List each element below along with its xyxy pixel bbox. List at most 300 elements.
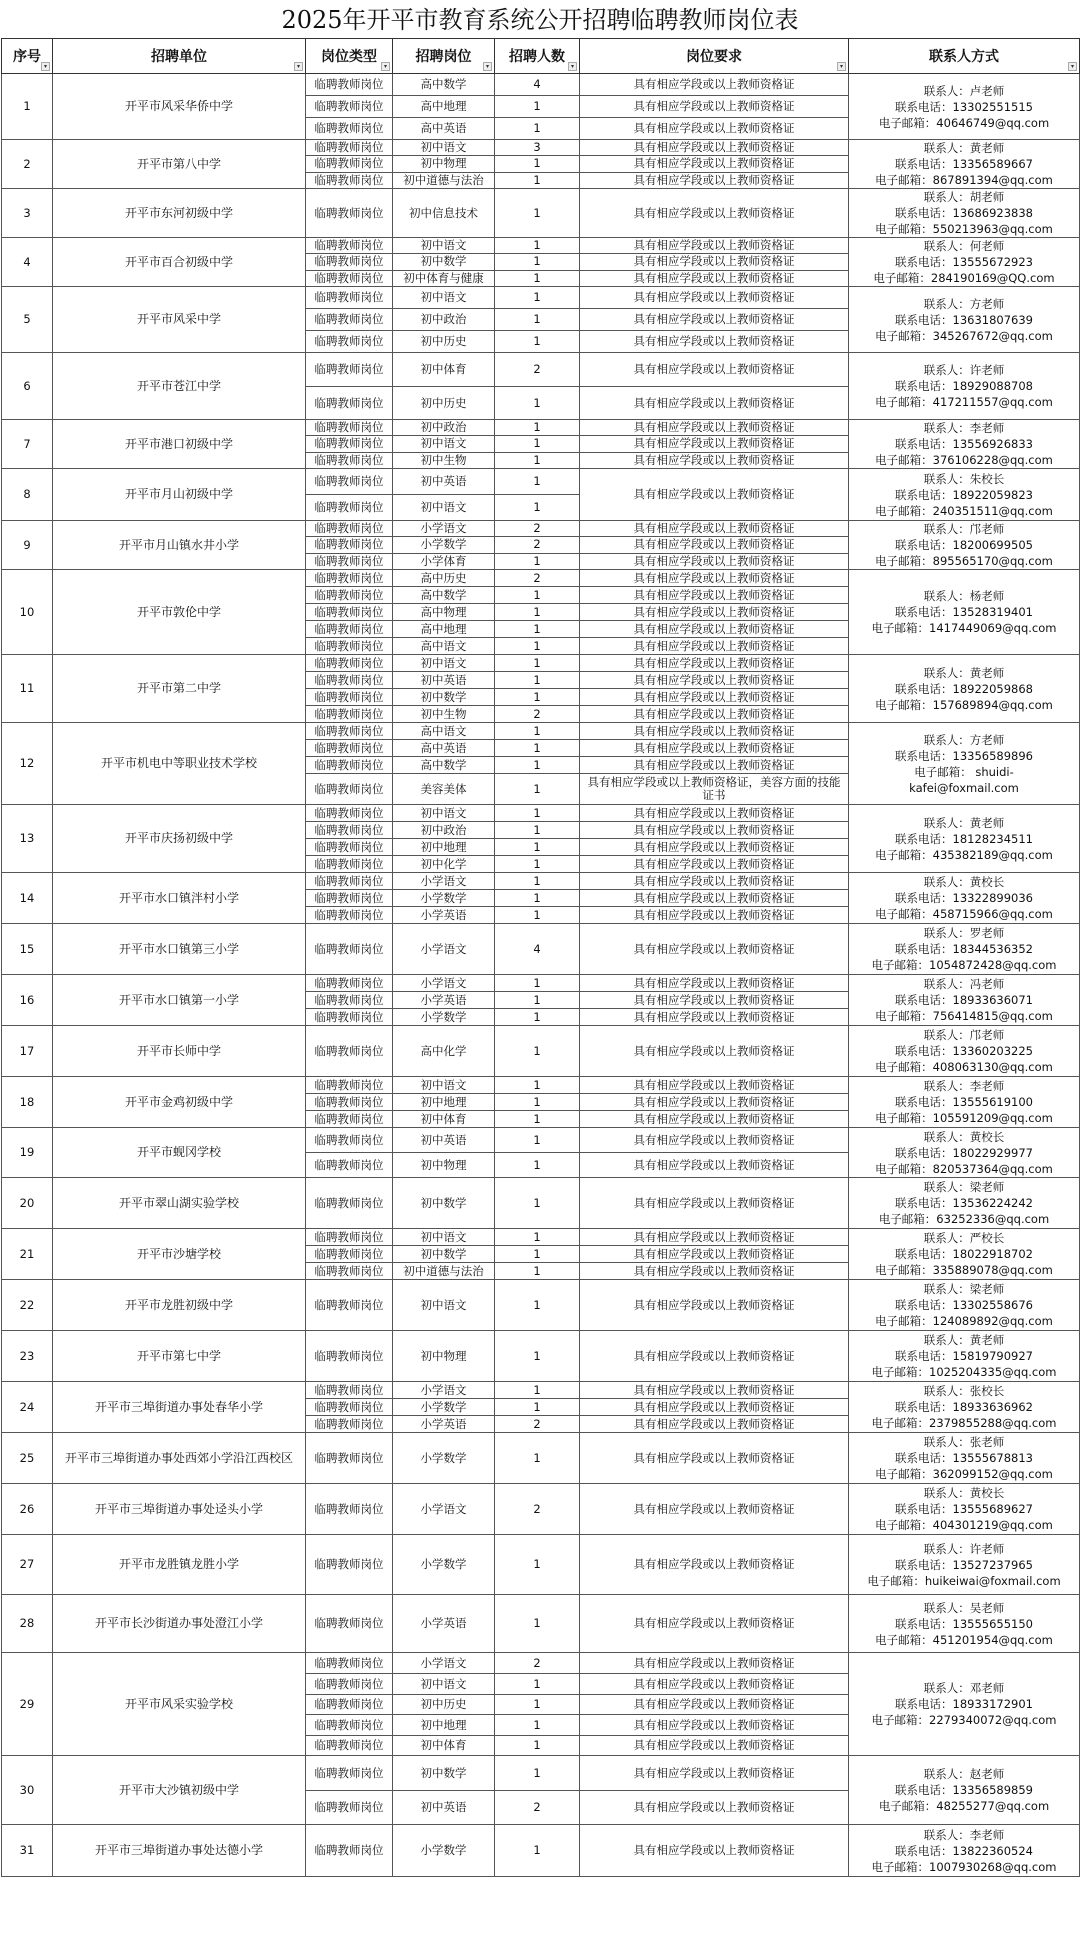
post-requirement: 具有相应学段或以上教师资格证 bbox=[580, 287, 849, 309]
post-name: 初中语文 bbox=[393, 1077, 495, 1094]
post-type: 临聘教师岗位 bbox=[306, 672, 393, 689]
post-requirement: 具有相应学段或以上教师资格证 bbox=[580, 331, 849, 353]
contact-line: 联系人：黄老师 bbox=[923, 665, 1005, 680]
contact-line: 联系人：杨老师 bbox=[923, 589, 1005, 603]
contact-info bbox=[849, 1331, 1080, 1382]
contact-info bbox=[849, 873, 1080, 924]
post-count: 1 bbox=[495, 1026, 580, 1077]
post-requirement: 具有相应学段或以上教师资格证 bbox=[580, 706, 849, 723]
row-number: 19 bbox=[2, 1128, 53, 1178]
contact-line: 电子邮箱：376106228@qq.com bbox=[875, 453, 1053, 467]
recruiting-unit: 开平市翠山湖实验学校 bbox=[53, 1178, 306, 1229]
contact-line: 电子邮箱：157689894@qq.com bbox=[875, 697, 1053, 712]
post-type: 临聘教师岗位 bbox=[306, 1077, 393, 1094]
contact-line: 联系电话：15819790927 bbox=[895, 1349, 1033, 1363]
recruiting-unit: 开平市大沙镇初级中学 bbox=[53, 1756, 306, 1825]
post-requirement: 具有相应学段或以上教师资格证 bbox=[580, 1674, 849, 1695]
recruiting-unit: 开平市龙胜初级中学 bbox=[53, 1280, 306, 1331]
contact-line: 联系电话：13555678813 bbox=[895, 1451, 1033, 1465]
contact-line: 电子邮箱：362099152@qq.com bbox=[875, 1467, 1053, 1481]
contact-line: 电子邮箱：40646749@qq.com bbox=[878, 115, 1050, 130]
post-requirement: 具有相应学段或以上教师资格证 bbox=[580, 689, 849, 706]
post-count: 1 bbox=[495, 331, 580, 353]
post-name: 小学英语 bbox=[393, 992, 495, 1009]
post-count: 1 bbox=[495, 553, 580, 569]
post-count: 1 bbox=[495, 1399, 580, 1416]
post-name: 初中信息技术 bbox=[393, 189, 495, 238]
post-name: 初中体育与健康 bbox=[393, 270, 495, 286]
post-name: 高中数学 bbox=[393, 74, 495, 96]
table-row bbox=[2, 975, 1080, 992]
contact-line: 联系电话：13555655150 bbox=[895, 1616, 1033, 1631]
contact-line: 电子邮箱：1054872428@qq.com bbox=[871, 958, 1057, 972]
contact-line: 电子邮箱：451201954@qq.com bbox=[875, 1632, 1053, 1647]
post-name: 初中物理 bbox=[393, 156, 495, 172]
post-count: 1 bbox=[495, 822, 580, 839]
post-requirement: 具有相应学段或以上教师资格证 bbox=[580, 839, 849, 856]
contact-line: 联系人：赵老师 bbox=[923, 1767, 1005, 1781]
post-requirement: 具有相应学段或以上教师资格证 bbox=[580, 1026, 849, 1077]
post-requirement: 具有相应学段或以上教师资格证 bbox=[580, 856, 849, 873]
post-requirement: 具有相应学段或以上教师资格证 bbox=[580, 436, 849, 452]
post-count: 1 bbox=[495, 1331, 580, 1382]
post-requirement: 具有相应学段或以上教师资格证 bbox=[580, 1111, 849, 1128]
post-requirement: 具有相应学段或以上教师资格证 bbox=[580, 907, 849, 924]
post-name: 美容美体 bbox=[393, 774, 495, 805]
post-name: 初中地理 bbox=[393, 1094, 495, 1111]
header-post-type[interactable]: 岗位类型 ▾ bbox=[306, 39, 393, 74]
post-count: 1 bbox=[495, 723, 580, 740]
contact-info bbox=[849, 805, 1080, 873]
recruiting-unit: 开平市月山镇水井小学 bbox=[53, 521, 306, 570]
header-contact[interactable]: 联系人方式 ▾ bbox=[849, 39, 1080, 74]
post-count: 1 bbox=[495, 1825, 580, 1877]
contact-line: 联系电话：18128234511 bbox=[895, 831, 1033, 846]
contact-line: 联系电话：18929088708 bbox=[895, 379, 1033, 393]
recruiting-unit: 开平市风采华侨中学 bbox=[53, 74, 306, 140]
post-requirement: 具有相应学段或以上教师资格证 bbox=[580, 1094, 849, 1111]
table-row bbox=[2, 1595, 1080, 1653]
post-count: 1 bbox=[495, 992, 580, 1009]
table-row bbox=[2, 873, 1080, 890]
header-no[interactable]: 序号 ▾ bbox=[2, 39, 53, 74]
recruiting-unit: 开平市风采实验学校 bbox=[53, 1653, 306, 1756]
post-name: 初中语文 bbox=[393, 238, 495, 254]
contact-line: 联系人：邓老师 bbox=[923, 1681, 1005, 1695]
recruiting-unit: 开平市港口初级中学 bbox=[53, 420, 306, 469]
contact-line: 联系人：胡老师 bbox=[923, 190, 1005, 204]
post-type: 临聘教师岗位 bbox=[306, 570, 393, 587]
recruiting-unit: 开平市第二中学 bbox=[53, 655, 306, 723]
post-type: 临聘教师岗位 bbox=[306, 1653, 393, 1674]
contact-line: 联系电话：18022929977 bbox=[895, 1145, 1033, 1160]
post-requirement: 具有相应学段或以上教师资格证 bbox=[580, 270, 849, 286]
contact-line: 联系电话：13686923838 bbox=[895, 206, 1033, 220]
contact-line: 电子邮箱：417211557@qq.com bbox=[875, 395, 1053, 409]
contact-line: 联系人：邝老师 bbox=[923, 522, 1005, 536]
filter-dropdown-icon[interactable]: ▾ bbox=[568, 62, 577, 71]
contact-info bbox=[849, 1484, 1080, 1535]
post-type: 临聘教师岗位 bbox=[306, 1756, 393, 1791]
row-number: 26 bbox=[2, 1484, 53, 1535]
post-count: 2 bbox=[495, 706, 580, 723]
post-requirement: 具有相应学段或以上教师资格证 bbox=[580, 1009, 849, 1026]
contact-line: 联系电话：13528319401 bbox=[895, 605, 1033, 619]
post-name: 小学英语 bbox=[393, 1416, 495, 1433]
header-row bbox=[2, 39, 1080, 74]
post-requirement: 具有相应学段或以上教师资格证 bbox=[580, 1736, 849, 1756]
contact-line: 电子邮箱：1025204335@qq.com bbox=[871, 1365, 1057, 1379]
contact-line: kafei@foxmail.com bbox=[909, 780, 1019, 795]
contact-info bbox=[849, 1026, 1080, 1077]
post-type: 临聘教师岗位 bbox=[306, 1715, 393, 1736]
row-number: 17 bbox=[2, 1026, 53, 1077]
post-name: 小学数学 bbox=[393, 1825, 495, 1877]
post-name: 小学数学 bbox=[393, 1433, 495, 1484]
post-count: 1 bbox=[495, 621, 580, 638]
post-type: 临聘教师岗位 bbox=[306, 387, 393, 420]
post-type: 临聘教师岗位 bbox=[306, 1280, 393, 1331]
recruiting-unit: 开平市敦伦中学 bbox=[53, 570, 306, 655]
post-type: 临聘教师岗位 bbox=[306, 924, 393, 975]
recruiting-unit: 开平市苍江中学 bbox=[53, 353, 306, 420]
post-requirement: 具有相应学段或以上教师资格证 bbox=[580, 420, 849, 436]
post-requirement: 具有相应学段或以上教师资格证 bbox=[580, 387, 849, 420]
post-name: 小学语文 bbox=[393, 521, 495, 537]
post-name: 小学数学 bbox=[393, 537, 495, 553]
post-count: 1 bbox=[495, 238, 580, 254]
row-number: 2 bbox=[2, 140, 53, 189]
post-count: 2 bbox=[495, 1653, 580, 1674]
post-requirement: 具有相应学段或以上教师资格证 bbox=[580, 740, 849, 757]
post-requirement: 具有相应学段或以上教师资格证 bbox=[580, 1484, 849, 1535]
contact-line: 联系人：吴老师 bbox=[923, 1600, 1005, 1615]
post-type: 临聘教师岗位 bbox=[306, 706, 393, 723]
post-name: 高中数学 bbox=[393, 587, 495, 604]
contact-line: 联系电话：18344536352 bbox=[895, 942, 1033, 956]
post-count: 1 bbox=[495, 1535, 580, 1595]
contact-line: 电子邮箱：huikeiwai@foxmail.com bbox=[867, 1573, 1061, 1588]
row-number: 28 bbox=[2, 1595, 53, 1653]
contact-line: 联系电话：13555672923 bbox=[895, 255, 1033, 269]
post-name: 初中物理 bbox=[393, 1153, 495, 1178]
contact-line: 电子邮箱：895565170@qq.com bbox=[875, 554, 1053, 568]
contact-line: 联系人：黄老师 bbox=[923, 1333, 1005, 1347]
post-requirement: 具有相应学段或以上教师资格证 bbox=[580, 1246, 849, 1263]
table-row bbox=[2, 805, 1080, 822]
table-row bbox=[2, 1653, 1080, 1674]
recruiting-unit: 开平市风采中学 bbox=[53, 287, 306, 353]
post-type: 临聘教师岗位 bbox=[306, 521, 393, 537]
post-count: 1 bbox=[495, 1736, 580, 1756]
post-count: 1 bbox=[495, 1111, 580, 1128]
contact-line: 电子邮箱：335889078@qq.com bbox=[875, 1263, 1053, 1277]
post-type: 临聘教师岗位 bbox=[306, 553, 393, 569]
post-requirement: 具有相应学段或以上教师资格证 bbox=[580, 309, 849, 331]
table-row bbox=[2, 1077, 1080, 1094]
row-number: 21 bbox=[2, 1229, 53, 1280]
recruiting-unit: 开平市水口镇第一小学 bbox=[53, 975, 306, 1026]
post-type: 临聘教师岗位 bbox=[306, 452, 393, 468]
post-requirement: 具有相应学段或以上教师资格证 bbox=[580, 805, 849, 822]
contact-line: 电子邮箱：345267672@qq.com bbox=[875, 328, 1053, 343]
table-body bbox=[2, 74, 1080, 1877]
post-count: 1 bbox=[495, 1009, 580, 1026]
contact-line: 联系人：李老师 bbox=[923, 421, 1005, 435]
recruiting-unit: 开平市沙塘学校 bbox=[53, 1229, 306, 1280]
post-count: 1 bbox=[495, 287, 580, 309]
post-count: 1 bbox=[495, 156, 580, 172]
contact-line: 联系电话：18922059868 bbox=[895, 681, 1033, 696]
contact-line: 电子邮箱：124089892@qq.com bbox=[875, 1314, 1053, 1328]
post-requirement: 具有相应学段或以上教师资格证 bbox=[580, 553, 849, 569]
post-name: 小学语文 bbox=[393, 1484, 495, 1535]
post-count: 1 bbox=[495, 436, 580, 452]
post-name: 初中语文 bbox=[393, 1280, 495, 1331]
post-type: 临聘教师岗位 bbox=[306, 992, 393, 1009]
post-name: 高中物理 bbox=[393, 604, 495, 621]
filter-dropdown-icon[interactable]: ▾ bbox=[41, 62, 50, 71]
filter-dropdown-icon[interactable]: ▾ bbox=[837, 62, 846, 71]
post-type: 临聘教师岗位 bbox=[306, 873, 393, 890]
post-requirement: 具有相应学段或以上教师资格证 bbox=[580, 1653, 849, 1674]
contact-info bbox=[849, 1756, 1080, 1825]
post-count: 1 bbox=[495, 420, 580, 436]
post-requirement: 具有相应学段或以上教师资格证 bbox=[580, 238, 849, 254]
post-name: 高中化学 bbox=[393, 1026, 495, 1077]
post-type: 临聘教师岗位 bbox=[306, 805, 393, 822]
post-count: 2 bbox=[495, 1791, 580, 1825]
post-count: 1 bbox=[495, 1756, 580, 1791]
contact-info bbox=[849, 1653, 1080, 1756]
post-requirement: 具有相应学段或以上教师资格证 bbox=[580, 975, 849, 992]
post-type: 临聘教师岗位 bbox=[306, 420, 393, 436]
row-number: 23 bbox=[2, 1331, 53, 1382]
post-count: 1 bbox=[495, 1077, 580, 1094]
post-count: 1 bbox=[495, 96, 580, 118]
table-row bbox=[2, 655, 1080, 672]
post-requirement: 具有相应学段或以上教师资格证 bbox=[580, 254, 849, 270]
post-type: 临聘教师岗位 bbox=[306, 309, 393, 331]
filter-dropdown-icon[interactable]: ▾ bbox=[1068, 62, 1077, 71]
recruiting-unit: 开平市东河初级中学 bbox=[53, 189, 306, 238]
post-name: 初中道德与法治 bbox=[393, 1263, 495, 1280]
post-count: 1 bbox=[495, 587, 580, 604]
table-row bbox=[2, 1229, 1080, 1246]
post-requirement: 具有相应学段或以上教师资格证 bbox=[580, 521, 849, 537]
contact-line: 电子邮箱： shuidi- bbox=[914, 764, 1014, 779]
contact-info bbox=[849, 1433, 1080, 1484]
post-count: 1 bbox=[495, 1128, 580, 1153]
recruiting-unit: 开平市长师中学 bbox=[53, 1026, 306, 1077]
post-requirement: 具有相应学段或以上教师资格证 bbox=[580, 1791, 849, 1825]
post-type: 临聘教师岗位 bbox=[306, 238, 393, 254]
recruiting-unit: 开平市水口镇泮村小学 bbox=[53, 873, 306, 924]
contact-line: 联系人：罗老师 bbox=[923, 926, 1005, 940]
filter-dropdown-icon[interactable]: ▾ bbox=[483, 62, 492, 71]
contact-line: 联系人：卢老师 bbox=[923, 83, 1005, 98]
contact-line: 电子邮箱：48255277@qq.com bbox=[878, 1799, 1050, 1813]
post-count: 1 bbox=[495, 1715, 580, 1736]
row-number: 3 bbox=[2, 189, 53, 238]
contact-info bbox=[849, 1382, 1080, 1433]
contact-line: 联系电话：18022918702 bbox=[895, 1247, 1033, 1261]
row-number: 4 bbox=[2, 238, 53, 287]
recruiting-unit: 开平市庆扬初级中学 bbox=[53, 805, 306, 873]
header-post[interactable]: 招聘岗位 ▾ bbox=[393, 39, 495, 74]
contact-info bbox=[849, 924, 1080, 975]
post-type: 临聘教师岗位 bbox=[306, 156, 393, 172]
table-row bbox=[2, 140, 1080, 156]
row-number: 13 bbox=[2, 805, 53, 873]
contact-info bbox=[849, 353, 1080, 420]
post-name: 高中历史 bbox=[393, 570, 495, 587]
post-requirement: 具有相应学段或以上教师资格证 bbox=[580, 890, 849, 907]
post-type: 临聘教师岗位 bbox=[306, 1791, 393, 1825]
header-count[interactable]: 招聘人数 ▾ bbox=[495, 39, 580, 74]
post-requirement: 具有相应学段或以上教师资格证 bbox=[580, 1331, 849, 1382]
post-name: 小学语文 bbox=[393, 1382, 495, 1399]
contact-line: 电子邮箱：63252336@qq.com bbox=[878, 1212, 1050, 1226]
post-type: 临聘教师岗位 bbox=[306, 1178, 393, 1229]
contact-line: 联系电话：13302551515 bbox=[895, 99, 1033, 114]
filter-dropdown-icon[interactable]: ▾ bbox=[381, 62, 390, 71]
post-name: 初中数学 bbox=[393, 1178, 495, 1229]
post-requirement: 具有相应学段或以上教师资格证 bbox=[580, 452, 849, 468]
post-type: 临聘教师岗位 bbox=[306, 495, 393, 521]
post-count: 2 bbox=[495, 521, 580, 537]
row-number: 11 bbox=[2, 655, 53, 723]
post-type: 临聘教师岗位 bbox=[306, 1695, 393, 1715]
post-count: 1 bbox=[495, 655, 580, 672]
post-type: 临聘教师岗位 bbox=[306, 1674, 393, 1695]
contact-line: 联系人：李老师 bbox=[923, 1827, 1005, 1842]
post-type: 临聘教师岗位 bbox=[306, 757, 393, 774]
contact-info bbox=[849, 420, 1080, 469]
post-requirement: 具有相应学段或以上教师资格证 bbox=[580, 1128, 849, 1153]
row-number: 29 bbox=[2, 1653, 53, 1756]
header-requirement[interactable]: 岗位要求 ▾ bbox=[580, 39, 849, 74]
post-requirement: 具有相应学段或以上教师资格证 bbox=[580, 655, 849, 672]
contact-info bbox=[849, 1280, 1080, 1331]
post-type: 临聘教师岗位 bbox=[306, 1026, 393, 1077]
post-count: 1 bbox=[495, 270, 580, 286]
post-name: 高中数学 bbox=[393, 757, 495, 774]
contact-line: 联系电话：18933636962 bbox=[895, 1400, 1033, 1414]
post-type: 临聘教师岗位 bbox=[306, 331, 393, 353]
post-type: 临聘教师岗位 bbox=[306, 96, 393, 118]
post-requirement: 具有相应学段或以上教师资格证 bbox=[580, 74, 849, 96]
recruiting-unit: 开平市三埠街道办事处春华小学 bbox=[53, 1382, 306, 1433]
post-requirement: 具有相应学段或以上教师资格证 bbox=[580, 1715, 849, 1736]
post-count: 1 bbox=[495, 495, 580, 521]
post-type: 临聘教师岗位 bbox=[306, 1416, 393, 1433]
post-count: 2 bbox=[495, 570, 580, 587]
post-requirement: 具有相应学段或以上教师资格证 bbox=[580, 1229, 849, 1246]
post-requirement: 具有相应学段或以上教师资格证 bbox=[580, 1433, 849, 1484]
post-name: 初中语文 bbox=[393, 436, 495, 452]
post-requirement: 具有相应学段或以上教师资格证 bbox=[580, 1153, 849, 1178]
post-requirement: 具有相应学段或以上教师资格证 bbox=[580, 156, 849, 172]
contact-info bbox=[849, 238, 1080, 287]
post-type: 临聘教师岗位 bbox=[306, 140, 393, 156]
post-type: 临聘教师岗位 bbox=[306, 353, 393, 387]
post-requirement: 具有相应学段或以上教师资格证 bbox=[580, 672, 849, 689]
contact-info bbox=[849, 1178, 1080, 1229]
contact-line: 联系电话：13360203225 bbox=[895, 1044, 1033, 1058]
post-type: 临聘教师岗位 bbox=[306, 287, 393, 309]
post-name: 初中数学 bbox=[393, 1246, 495, 1263]
row-number: 31 bbox=[2, 1825, 53, 1877]
table-row bbox=[2, 521, 1080, 537]
post-requirement: 具有相应学段或以上教师资格证 bbox=[580, 1595, 849, 1653]
post-requirement: 具有相应学段或以上教师资格证 bbox=[580, 1825, 849, 1877]
post-count: 1 bbox=[495, 907, 580, 924]
post-count: 1 bbox=[495, 638, 580, 655]
table-row bbox=[2, 189, 1080, 238]
contact-line: 联系电话：13302558676 bbox=[895, 1298, 1033, 1312]
post-count: 1 bbox=[495, 1433, 580, 1484]
post-count: 1 bbox=[495, 1178, 580, 1229]
contact-info bbox=[849, 74, 1080, 140]
post-name: 初中政治 bbox=[393, 420, 495, 436]
recruiting-unit: 开平市金鸡初级中学 bbox=[53, 1077, 306, 1128]
contact-info bbox=[849, 140, 1080, 189]
post-type: 临聘教师岗位 bbox=[306, 975, 393, 992]
post-type: 临聘教师岗位 bbox=[306, 1484, 393, 1535]
post-name: 初中政治 bbox=[393, 822, 495, 839]
row-number: 24 bbox=[2, 1382, 53, 1433]
table-row bbox=[2, 1331, 1080, 1382]
contact-line: 联系人：冯老师 bbox=[923, 977, 1005, 991]
post-count: 1 bbox=[495, 1382, 580, 1399]
post-requirement: 具有相应学段或以上教师资格证 bbox=[580, 172, 849, 188]
post-count: 1 bbox=[495, 1595, 580, 1653]
post-name: 初中数学 bbox=[393, 689, 495, 706]
post-type: 临聘教师岗位 bbox=[306, 1331, 393, 1382]
post-name: 初中历史 bbox=[393, 387, 495, 420]
contact-line: 电子邮箱：756414815@qq.com bbox=[875, 1009, 1053, 1023]
table-row bbox=[2, 1128, 1080, 1153]
post-type: 临聘教师岗位 bbox=[306, 1382, 393, 1399]
post-name: 初中英语 bbox=[393, 469, 495, 495]
table-row bbox=[2, 238, 1080, 254]
post-name: 初中物理 bbox=[393, 1331, 495, 1382]
post-requirement: 具有相应学段或以上教师资格证 bbox=[580, 1263, 849, 1280]
post-count: 1 bbox=[495, 689, 580, 706]
post-requirement: 具有相应学段或以上教师资格证 bbox=[580, 757, 849, 774]
post-type: 临聘教师岗位 bbox=[306, 1736, 393, 1756]
row-number: 16 bbox=[2, 975, 53, 1026]
header-unit[interactable]: 招聘单位 ▾ bbox=[53, 39, 306, 74]
filter-dropdown-icon[interactable]: ▾ bbox=[294, 62, 303, 71]
contact-line: 联系电话：13631807639 bbox=[895, 312, 1033, 327]
contact-line: 联系人：许老师 bbox=[923, 1541, 1005, 1556]
contact-info bbox=[849, 189, 1080, 238]
post-type: 临聘教师岗位 bbox=[306, 1535, 393, 1595]
post-type: 临聘教师岗位 bbox=[306, 774, 393, 805]
contact-line: 联系电话：18933636071 bbox=[895, 993, 1033, 1007]
post-name: 初中语文 bbox=[393, 495, 495, 521]
post-count: 1 bbox=[495, 805, 580, 822]
post-type: 临聘教师岗位 bbox=[306, 689, 393, 706]
row-number: 15 bbox=[2, 924, 53, 975]
post-name: 初中道德与法治 bbox=[393, 172, 495, 188]
post-requirement: 具有相应学段或以上教师资格证 bbox=[580, 353, 849, 387]
table-row bbox=[2, 469, 1080, 495]
contact-line: 联系人：严校长 bbox=[923, 1231, 1005, 1245]
post-requirement: 具有相应学段或以上教师资格证 bbox=[580, 469, 849, 521]
